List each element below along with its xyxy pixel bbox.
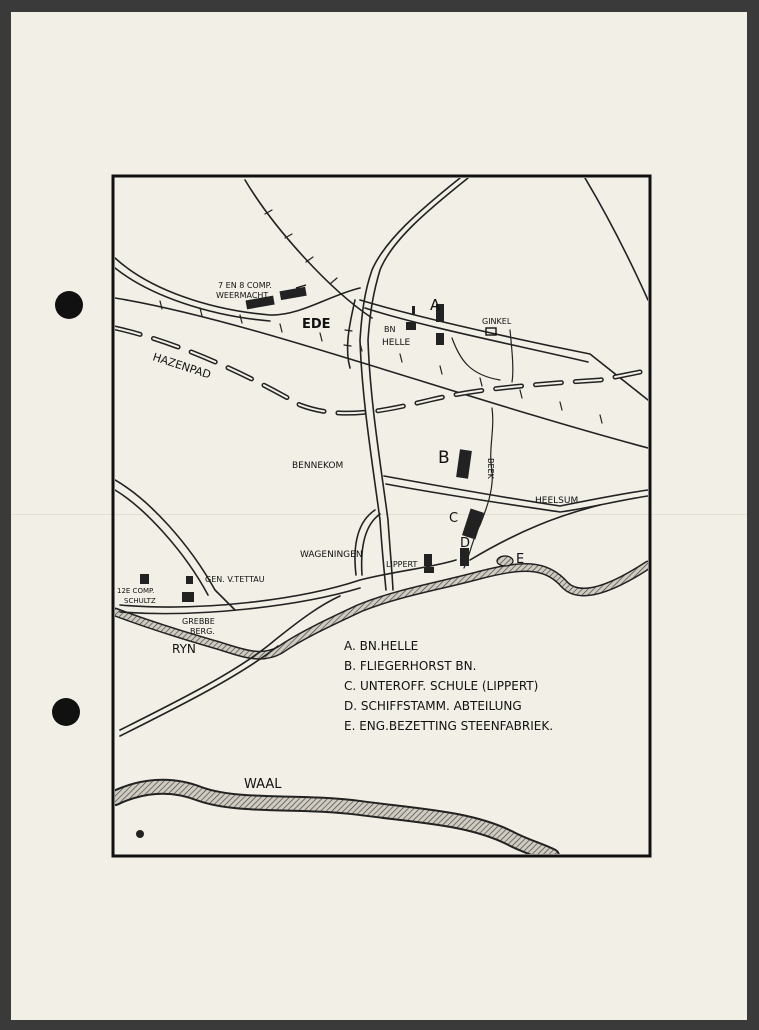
road-south xyxy=(120,596,340,730)
river-waal xyxy=(115,787,552,856)
label-wageningen: WAGENINGEN xyxy=(300,550,363,560)
road-heelsum-river xyxy=(470,505,600,560)
label-ryn: RYN xyxy=(172,642,196,656)
label-ede: EDE xyxy=(302,317,331,332)
label-beek: BEEK xyxy=(486,458,495,479)
label-marker-b: B xyxy=(438,448,450,468)
label-marker-e: E xyxy=(516,552,525,567)
label-heelsum: HEELSUM xyxy=(535,496,579,506)
legend-item: B. FLIEGERHORST BN. xyxy=(344,659,477,673)
label-lippert: LIPPERT xyxy=(386,560,418,569)
label-bn: BN xyxy=(384,325,396,334)
label-bennekom: BENNEKOM xyxy=(292,461,344,471)
label-ginkel: GINKEL xyxy=(482,317,512,326)
label-troops-7-8: 7 EN 8 COMP. xyxy=(218,281,272,290)
map-frame xyxy=(113,176,650,856)
label-berg: BERG. xyxy=(190,627,215,636)
legend-item: E. ENG.BEZETTING STEENFABRIEK. xyxy=(344,719,554,733)
label-marker-c: C xyxy=(449,511,459,526)
road-ede-ginkel xyxy=(360,300,648,400)
legend-item: C. UNTEROFF. SCHULE (LIPPERT) xyxy=(344,679,539,693)
legend-item: A. BN.HELLE xyxy=(344,639,419,653)
label-schultz: SCHULTZ xyxy=(124,597,156,605)
road-north-ede xyxy=(360,178,460,590)
legend-item: D. SCHIFFSTAMM. ABTEILUNG xyxy=(344,699,522,713)
map-legend xyxy=(344,639,553,733)
label-gen-tettau: GEN. V.TETTAU xyxy=(205,575,265,584)
label-grebbe: GREBBE xyxy=(182,617,215,626)
railway-west xyxy=(348,300,355,368)
road-northeast xyxy=(585,178,648,300)
marker-b-block xyxy=(456,449,472,478)
label-helle: HELLE xyxy=(382,338,411,348)
label-comp-12: 12E COMP. xyxy=(117,587,155,595)
road-wageningen-loop xyxy=(355,510,375,575)
label-hazenpad: HAZENPAD xyxy=(151,350,213,382)
steenfabriek-marker xyxy=(497,556,513,566)
label-weermacht: WEERMACHT xyxy=(216,291,269,300)
railway-ticks xyxy=(160,210,602,423)
label-marker-a: A xyxy=(430,296,441,314)
label-waal: WAAL xyxy=(244,777,282,792)
label-marker-d: D xyxy=(460,536,471,551)
